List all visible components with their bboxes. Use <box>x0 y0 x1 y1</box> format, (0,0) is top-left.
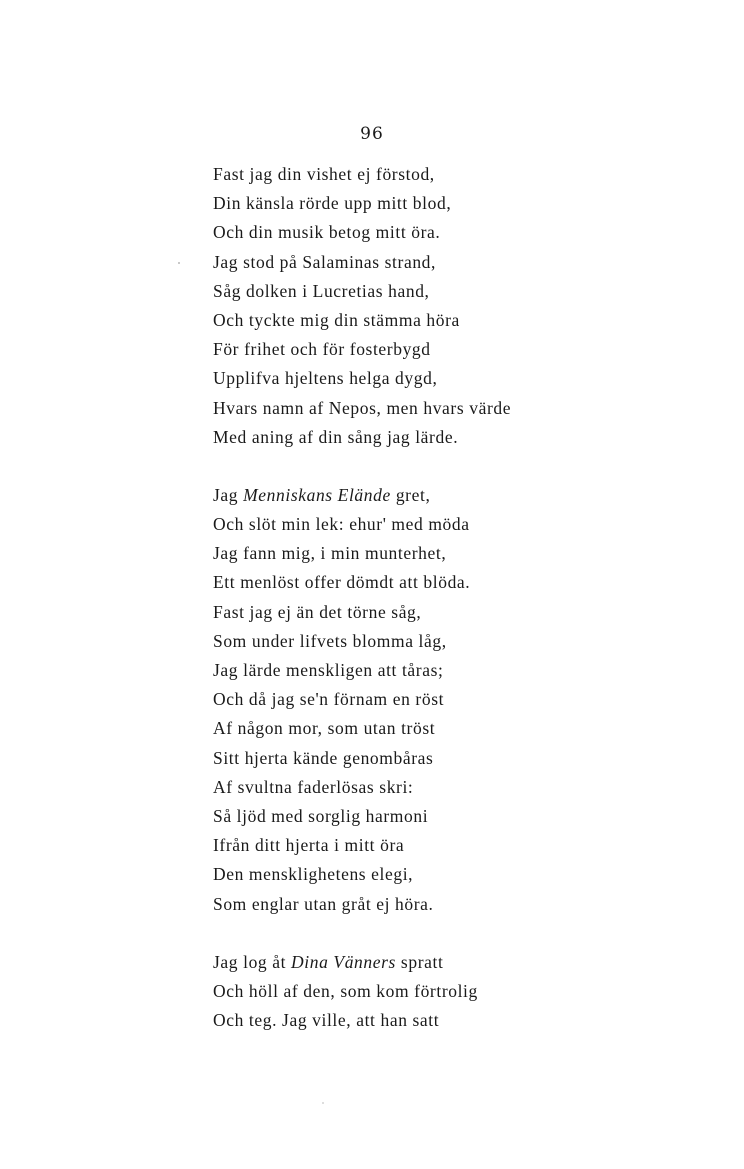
poem-line <box>213 539 738 568</box>
line-text: spratt <box>395 951 444 972</box>
line-text: Och din musik betog mitt öra. <box>213 222 441 243</box>
poem-line <box>213 394 738 423</box>
stanza-gap <box>213 919 738 948</box>
poem-line <box>213 802 738 831</box>
poem-line <box>213 685 738 714</box>
line-text: Fast jag ej än det törne såg, <box>213 601 422 622</box>
poem-line <box>213 656 738 685</box>
page-number: 96 <box>360 124 384 144</box>
poem-line <box>213 714 738 743</box>
line-text: Jag fann mig, i min munterhet, <box>213 543 447 564</box>
poem-line <box>213 744 738 773</box>
poem-line <box>213 306 738 335</box>
poem-line <box>213 248 738 277</box>
italic-title: Dina Vänners <box>291 951 396 972</box>
line-text: Upplifva hjeltens helga dygd, <box>213 368 438 389</box>
poem-line <box>213 218 738 247</box>
line-text: gret, <box>390 484 431 505</box>
poem-line <box>213 189 738 218</box>
line-text: Och slöt min lek: ehur' med möda <box>213 514 470 535</box>
line-text: Jag log åt <box>213 951 292 972</box>
line-text: Såg dolken i Lucretias hand, <box>213 280 430 301</box>
poem-line <box>213 364 738 393</box>
line-text: Som under lifvets blomma låg, <box>213 630 447 651</box>
poem-line <box>213 627 738 656</box>
line-text: Jag lärde menskligen att tåras; <box>213 660 444 680</box>
line-text: Fast jag din vishet ej förstod, <box>213 164 435 184</box>
poem-line <box>213 860 738 889</box>
line-text: Den mensklighetens elegi, <box>213 864 414 885</box>
stanza-3 <box>213 948 738 1036</box>
line-text: Och då jag se'n förnam en röst <box>213 689 445 710</box>
line-text: Ifrån ditt hjerta i mitt öra <box>213 835 405 856</box>
poem-line <box>213 481 738 510</box>
poem-line <box>213 598 738 627</box>
line-text: Jag <box>213 484 244 505</box>
poem-line <box>213 160 738 189</box>
line-text: Jag stod på Salaminas strand, <box>213 251 436 272</box>
stanza-1 <box>213 160 738 452</box>
poem-line <box>213 773 738 802</box>
line-text: Sitt hjerta kände genombåras <box>213 747 434 768</box>
paper-speck <box>178 262 180 264</box>
line-text: Och tyckte mig din stämma höra <box>213 309 460 330</box>
line-text: Ett menlöst offer dömdt att blöda. <box>213 572 471 593</box>
line-text: Din känsla rörde upp mitt blod, <box>213 193 452 214</box>
poem-line <box>213 510 738 539</box>
poem-line <box>213 1006 738 1035</box>
line-text: Så ljöd med sorglig harmoni <box>213 805 429 826</box>
paper-speck <box>322 1102 324 1104</box>
line-text: Med aning af din sång jag lärde. <box>213 426 459 447</box>
poem-line <box>213 890 738 919</box>
line-text: Som englar utan gråt ej höra. <box>213 893 434 914</box>
line-text: Af någon mor, som utan tröst <box>213 718 436 739</box>
poem-line <box>213 277 738 306</box>
poem-line <box>213 977 738 1006</box>
line-text: Hvars namn af Nepos, men hvars värde <box>213 397 512 418</box>
poem-line <box>213 831 738 860</box>
poem-body <box>213 160 738 1035</box>
line-text: Och höll af den, som kom förtrolig <box>213 980 478 1001</box>
line-text: Af svultna faderlösas skri: <box>213 776 414 797</box>
italic-title: Menniskans Elände <box>243 484 391 505</box>
stanza-2 <box>213 481 738 919</box>
poem-line <box>213 335 738 364</box>
poem-line <box>213 423 738 452</box>
line-text: Och teg. Jag ville, att han satt <box>213 1010 440 1031</box>
poem-line <box>213 948 738 977</box>
stanza-gap <box>213 452 738 481</box>
line-text: För frihet och för fosterbygd <box>213 339 431 360</box>
poem-line <box>213 568 738 597</box>
